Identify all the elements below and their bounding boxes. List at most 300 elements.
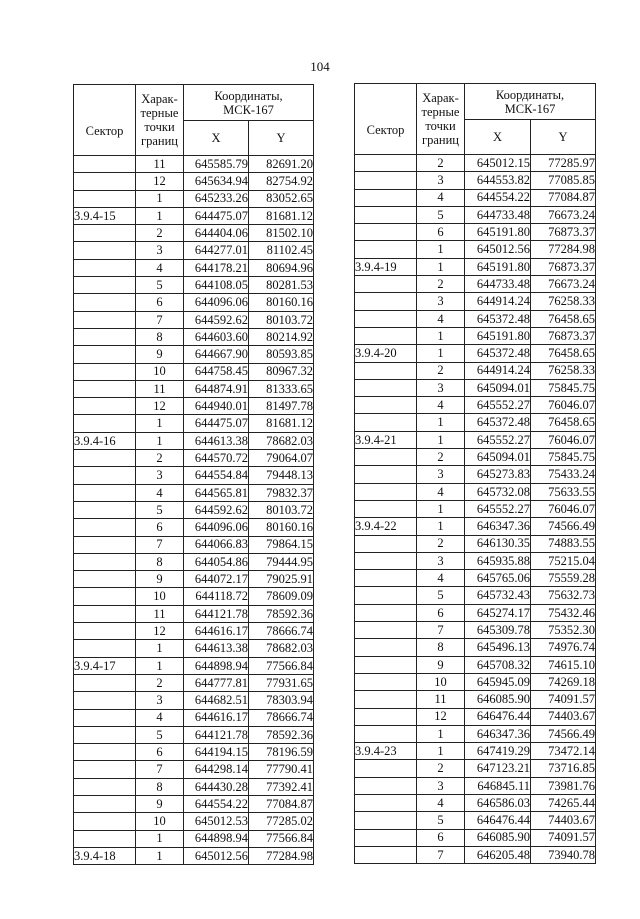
table-row — [74, 674, 314, 691]
header-coordinates: Координаты, МСК-167 — [465, 84, 596, 120]
x-coordinate-cell: 645372.48 — [465, 414, 531, 431]
table-row — [355, 224, 596, 241]
y-coordinate-cell: 74265.44 — [531, 794, 596, 811]
y-coordinate-cell: 78196.59 — [249, 744, 314, 761]
y-coordinate-cell: 76258.33 — [531, 293, 596, 310]
y-coordinate-cell: 81681.12 — [249, 415, 314, 432]
table-row — [355, 206, 596, 223]
sector-cell — [74, 450, 136, 467]
point-cell: 9 — [417, 656, 465, 673]
x-coordinate-cell: 645094.01 — [465, 449, 531, 466]
x-coordinate-cell: 644554.22 — [184, 795, 249, 812]
point-cell: 10 — [136, 588, 184, 605]
table-row — [355, 535, 596, 552]
table-row — [74, 207, 314, 224]
sector-cell — [355, 206, 417, 223]
table-row — [355, 293, 596, 310]
sector-cell — [74, 346, 136, 363]
y-coordinate-cell: 79025.91 — [249, 571, 314, 588]
sector-cell — [74, 484, 136, 501]
x-coordinate-cell: 644554.22 — [465, 189, 531, 206]
y-coordinate-cell: 76046.07 — [531, 500, 596, 517]
point-cell: 5 — [417, 812, 465, 829]
sector-cell — [355, 466, 417, 483]
x-coordinate-cell: 647419.29 — [465, 743, 531, 760]
table-row — [74, 726, 314, 743]
point-cell: 3 — [136, 692, 184, 709]
x-coordinate-cell: 644475.07 — [184, 207, 249, 224]
x-coordinate-cell: 644554.84 — [184, 467, 249, 484]
x-coordinate-cell: 645945.09 — [465, 673, 531, 690]
table-row — [74, 311, 314, 328]
y-coordinate-cell: 77284.98 — [249, 847, 314, 864]
x-coordinate-cell: 644054.86 — [184, 553, 249, 570]
x-coordinate-cell: 644682.51 — [184, 692, 249, 709]
x-coordinate-cell: 644777.81 — [184, 674, 249, 691]
table-row — [74, 588, 314, 605]
table-row — [355, 829, 596, 846]
point-cell: 1 — [136, 657, 184, 674]
point-cell: 11 — [136, 605, 184, 622]
y-coordinate-cell: 74566.49 — [531, 518, 596, 535]
y-coordinate-cell: 77392.41 — [249, 778, 314, 795]
x-coordinate-cell: 646476.44 — [465, 812, 531, 829]
point-cell: 8 — [136, 778, 184, 795]
x-coordinate-cell: 645372.48 — [465, 310, 531, 327]
table-row — [74, 501, 314, 518]
x-coordinate-cell: 644298.14 — [184, 761, 249, 778]
point-cell: 1 — [136, 207, 184, 224]
table-row — [355, 760, 596, 777]
y-coordinate-cell: 80694.96 — [249, 259, 314, 276]
x-coordinate-cell: 644121.78 — [184, 605, 249, 622]
y-coordinate-cell: 73472.14 — [531, 743, 596, 760]
x-coordinate-cell: 644613.38 — [184, 640, 249, 657]
y-coordinate-cell: 76046.07 — [531, 397, 596, 414]
y-coordinate-cell: 73981.76 — [531, 777, 596, 794]
table-row — [355, 587, 596, 604]
y-coordinate-cell: 82754.92 — [249, 173, 314, 190]
x-coordinate-cell: 644592.62 — [184, 501, 249, 518]
table-row — [355, 725, 596, 742]
point-cell: 7 — [136, 311, 184, 328]
y-coordinate-cell: 76458.65 — [531, 345, 596, 362]
table-row — [355, 327, 596, 344]
point-cell: 4 — [136, 484, 184, 501]
x-coordinate-cell: 645585.79 — [184, 156, 249, 173]
sector-cell — [355, 310, 417, 327]
table-row — [74, 623, 314, 640]
table-row — [355, 449, 596, 466]
x-coordinate-cell: 645012.53 — [184, 813, 249, 830]
point-cell: 12 — [417, 708, 465, 725]
y-coordinate-cell: 81102.45 — [249, 242, 314, 259]
x-coordinate-cell: 645496.13 — [465, 639, 531, 656]
table-row — [355, 518, 596, 535]
sector-cell — [74, 761, 136, 778]
table-row — [74, 190, 314, 207]
sector-cell — [74, 744, 136, 761]
x-coordinate-cell: 645309.78 — [465, 622, 531, 639]
x-coordinate-cell: 644616.17 — [184, 623, 249, 640]
point-cell: 8 — [417, 639, 465, 656]
sector-cell — [74, 311, 136, 328]
table-row — [74, 450, 314, 467]
table-row — [74, 657, 314, 674]
x-coordinate-cell: 644592.62 — [184, 311, 249, 328]
y-coordinate-cell: 76458.65 — [531, 414, 596, 431]
sector-cell — [74, 692, 136, 709]
y-coordinate-cell: 80103.72 — [249, 311, 314, 328]
sector-cell — [355, 639, 417, 656]
x-coordinate-cell: 646085.90 — [465, 691, 531, 708]
table-row — [74, 553, 314, 570]
y-coordinate-cell: 75845.75 — [531, 379, 596, 396]
sector-cell — [74, 519, 136, 536]
point-cell: 11 — [136, 156, 184, 173]
y-coordinate-cell: 76873.37 — [531, 224, 596, 241]
point-cell: 1 — [417, 241, 465, 258]
y-coordinate-cell: 75845.75 — [531, 449, 596, 466]
point-cell: 7 — [136, 761, 184, 778]
sector-cell: 3.9.4-22 — [355, 518, 417, 535]
x-coordinate-cell: 645012.56 — [465, 241, 531, 258]
sector-cell — [355, 155, 417, 172]
y-coordinate-cell: 77566.84 — [249, 657, 314, 674]
table-row — [74, 744, 314, 761]
sector-cell — [355, 622, 417, 639]
point-cell: 5 — [136, 726, 184, 743]
sector-cell — [355, 414, 417, 431]
table-row — [355, 276, 596, 293]
point-cell: 3 — [417, 293, 465, 310]
x-coordinate-cell: 644430.28 — [184, 778, 249, 795]
table-row — [355, 241, 596, 258]
table-row — [355, 483, 596, 500]
sector-cell — [355, 397, 417, 414]
point-cell: 8 — [136, 328, 184, 345]
y-coordinate-cell: 76673.24 — [531, 206, 596, 223]
y-coordinate-cell: 80593.85 — [249, 346, 314, 363]
header-x: X — [465, 120, 531, 155]
sector-cell — [74, 328, 136, 345]
table-row — [355, 846, 596, 863]
x-coordinate-cell: 644096.06 — [184, 519, 249, 536]
point-cell: 11 — [417, 691, 465, 708]
point-cell: 3 — [417, 379, 465, 396]
table-row — [74, 415, 314, 432]
y-coordinate-cell: 78592.36 — [249, 726, 314, 743]
point-cell: 1 — [136, 640, 184, 657]
y-coordinate-cell: 80103.72 — [249, 501, 314, 518]
y-coordinate-cell: 74091.57 — [531, 691, 596, 708]
table-row — [355, 397, 596, 414]
point-cell: 3 — [136, 242, 184, 259]
x-coordinate-cell: 646085.90 — [465, 829, 531, 846]
sector-cell — [74, 415, 136, 432]
header-sector: Сектор — [74, 85, 136, 156]
table-row — [355, 570, 596, 587]
x-coordinate-cell: 645732.43 — [465, 587, 531, 604]
x-coordinate-cell: 645191.80 — [465, 224, 531, 241]
x-coordinate-cell: 644914.24 — [465, 362, 531, 379]
y-coordinate-cell: 78609.09 — [249, 588, 314, 605]
sector-cell — [355, 379, 417, 396]
table-row — [355, 604, 596, 621]
x-coordinate-cell: 644733.48 — [465, 276, 531, 293]
point-cell: 5 — [417, 587, 465, 604]
table-row — [355, 656, 596, 673]
table-row — [74, 571, 314, 588]
point-cell: 6 — [417, 829, 465, 846]
point-cell: 3 — [136, 467, 184, 484]
x-coordinate-cell: 644475.07 — [184, 415, 249, 432]
y-coordinate-cell: 81497.78 — [249, 398, 314, 415]
point-cell: 7 — [136, 536, 184, 553]
sector-cell — [74, 588, 136, 605]
point-cell: 9 — [136, 795, 184, 812]
sector-cell — [74, 709, 136, 726]
table-row — [74, 432, 314, 449]
table-row — [355, 155, 596, 172]
y-coordinate-cell: 76873.37 — [531, 327, 596, 344]
sector-cell: 3.9.4-23 — [355, 743, 417, 760]
x-coordinate-cell: 644108.05 — [184, 277, 249, 294]
table-row — [355, 794, 596, 811]
y-coordinate-cell: 79064.07 — [249, 450, 314, 467]
sector-cell — [355, 656, 417, 673]
point-cell: 1 — [417, 743, 465, 760]
y-coordinate-cell: 78666.74 — [249, 709, 314, 726]
point-cell: 2 — [136, 450, 184, 467]
table-row — [74, 640, 314, 657]
point-cell: 9 — [136, 346, 184, 363]
x-coordinate-cell: 644613.38 — [184, 432, 249, 449]
sector-cell — [74, 553, 136, 570]
sector-cell — [355, 760, 417, 777]
x-coordinate-cell: 645732.08 — [465, 483, 531, 500]
sector-cell: 3.9.4-18 — [74, 847, 136, 864]
sector-cell — [74, 605, 136, 622]
point-cell: 4 — [417, 397, 465, 414]
sector-cell: 3.9.4-20 — [355, 345, 417, 362]
y-coordinate-cell: 74269.18 — [531, 673, 596, 690]
table-row — [74, 363, 314, 380]
point-cell: 2 — [417, 535, 465, 552]
x-coordinate-cell: 644553.82 — [465, 172, 531, 189]
table-row — [355, 552, 596, 569]
table-row — [74, 692, 314, 709]
table-row — [355, 466, 596, 483]
table-row — [355, 812, 596, 829]
y-coordinate-cell: 74403.67 — [531, 708, 596, 725]
y-coordinate-cell: 78682.03 — [249, 640, 314, 657]
point-cell: 3 — [417, 172, 465, 189]
sector-cell — [355, 224, 417, 241]
y-coordinate-cell: 83052.65 — [249, 190, 314, 207]
y-coordinate-cell: 80281.53 — [249, 277, 314, 294]
y-coordinate-cell: 78682.03 — [249, 432, 314, 449]
sector-cell — [355, 189, 417, 206]
point-cell: 7 — [417, 622, 465, 639]
x-coordinate-cell: 646476.44 — [465, 708, 531, 725]
x-coordinate-cell: 645273.83 — [465, 466, 531, 483]
y-coordinate-cell: 73716.85 — [531, 760, 596, 777]
x-coordinate-cell: 644603.60 — [184, 328, 249, 345]
y-coordinate-cell: 78303.94 — [249, 692, 314, 709]
table-row — [355, 708, 596, 725]
table-row — [74, 536, 314, 553]
y-coordinate-cell: 77285.02 — [249, 813, 314, 830]
x-coordinate-cell: 646130.35 — [465, 535, 531, 552]
table-row — [355, 379, 596, 396]
x-coordinate-cell: 645708.32 — [465, 656, 531, 673]
point-cell: 4 — [417, 483, 465, 500]
point-cell: 4 — [417, 794, 465, 811]
x-coordinate-cell: 644898.94 — [184, 657, 249, 674]
x-coordinate-cell: 646205.48 — [465, 846, 531, 863]
table-right-body — [355, 155, 596, 864]
point-cell: 2 — [417, 155, 465, 172]
sector-cell — [74, 173, 136, 190]
sector-cell — [74, 501, 136, 518]
y-coordinate-cell: 80160.16 — [249, 294, 314, 311]
x-coordinate-cell: 644733.48 — [465, 206, 531, 223]
y-coordinate-cell: 77084.87 — [531, 189, 596, 206]
table-left-body — [74, 156, 314, 865]
sector-cell — [74, 294, 136, 311]
x-coordinate-cell: 644758.45 — [184, 363, 249, 380]
x-coordinate-cell: 646845.11 — [465, 777, 531, 794]
point-cell: 2 — [136, 674, 184, 691]
sector-cell — [74, 156, 136, 173]
table-row — [355, 431, 596, 448]
table-row — [74, 380, 314, 397]
y-coordinate-cell: 75559.28 — [531, 570, 596, 587]
table-row — [355, 414, 596, 431]
sector-cell — [355, 691, 417, 708]
point-cell: 1 — [417, 500, 465, 517]
header-x: X — [184, 121, 249, 156]
x-coordinate-cell: 645094.01 — [465, 379, 531, 396]
point-cell: 4 — [136, 259, 184, 276]
point-cell: 6 — [136, 294, 184, 311]
sector-cell — [74, 674, 136, 691]
sector-cell — [355, 777, 417, 794]
y-coordinate-cell: 76258.33 — [531, 362, 596, 379]
sector-cell — [355, 483, 417, 500]
point-cell: 2 — [417, 276, 465, 293]
x-coordinate-cell: 644121.78 — [184, 726, 249, 743]
point-cell: 1 — [136, 190, 184, 207]
y-coordinate-cell: 80160.16 — [249, 519, 314, 536]
point-cell: 1 — [417, 725, 465, 742]
y-coordinate-cell: 76873.37 — [531, 258, 596, 275]
sector-cell — [355, 673, 417, 690]
x-coordinate-cell: 646347.36 — [465, 518, 531, 535]
point-cell: 5 — [136, 501, 184, 518]
y-coordinate-cell: 81681.12 — [249, 207, 314, 224]
y-coordinate-cell: 73940.78 — [531, 846, 596, 863]
sector-cell — [355, 725, 417, 742]
point-cell: 1 — [417, 518, 465, 535]
y-coordinate-cell: 74883.55 — [531, 535, 596, 552]
point-cell: 1 — [417, 327, 465, 344]
table-row — [355, 362, 596, 379]
table-row — [74, 398, 314, 415]
y-coordinate-cell: 74403.67 — [531, 812, 596, 829]
sector-cell: 3.9.4-16 — [74, 432, 136, 449]
sector-cell — [355, 570, 417, 587]
x-coordinate-cell: 647123.21 — [465, 760, 531, 777]
sector-cell — [355, 552, 417, 569]
y-coordinate-cell: 75632.73 — [531, 587, 596, 604]
x-coordinate-cell: 644194.15 — [184, 744, 249, 761]
point-cell: 11 — [136, 380, 184, 397]
y-coordinate-cell: 75432.46 — [531, 604, 596, 621]
x-coordinate-cell: 644898.94 — [184, 830, 249, 847]
point-cell: 1 — [417, 258, 465, 275]
header-y: Y — [531, 120, 596, 155]
header-sector: Сектор — [355, 84, 417, 155]
sector-cell — [355, 276, 417, 293]
x-coordinate-cell: 645552.27 — [465, 500, 531, 517]
table-row — [74, 225, 314, 242]
sector-cell — [355, 708, 417, 725]
point-cell: 3 — [417, 552, 465, 569]
header-coordinates: Координаты, МСК-167 — [184, 85, 314, 121]
table-row — [74, 605, 314, 622]
point-cell: 1 — [417, 431, 465, 448]
sector-cell: 3.9.4-17 — [74, 657, 136, 674]
y-coordinate-cell: 80214.92 — [249, 328, 314, 345]
y-coordinate-cell: 77285.97 — [531, 155, 596, 172]
x-coordinate-cell: 644277.01 — [184, 242, 249, 259]
point-cell: 1 — [417, 345, 465, 362]
sector-cell — [355, 362, 417, 379]
table-row — [355, 189, 596, 206]
point-cell: 12 — [136, 398, 184, 415]
y-coordinate-cell: 76673.24 — [531, 276, 596, 293]
y-coordinate-cell: 82691.20 — [249, 156, 314, 173]
page-number: 104 — [310, 59, 330, 74]
sector-cell — [355, 604, 417, 621]
y-coordinate-cell: 76458.65 — [531, 310, 596, 327]
point-cell: 5 — [136, 277, 184, 294]
table-row — [74, 242, 314, 259]
sector-cell — [355, 241, 417, 258]
sector-cell — [74, 380, 136, 397]
y-coordinate-cell: 80967.32 — [249, 363, 314, 380]
y-coordinate-cell: 81502.10 — [249, 225, 314, 242]
x-coordinate-cell: 645765.06 — [465, 570, 531, 587]
y-coordinate-cell: 77566.84 — [249, 830, 314, 847]
sector-cell: 3.9.4-15 — [74, 207, 136, 224]
x-coordinate-cell: 645634.94 — [184, 173, 249, 190]
x-coordinate-cell: 644096.06 — [184, 294, 249, 311]
x-coordinate-cell: 644940.01 — [184, 398, 249, 415]
coordinates-table-right — [354, 83, 596, 864]
sector-cell — [74, 571, 136, 588]
sector-cell — [355, 535, 417, 552]
y-coordinate-cell: 77284.98 — [531, 241, 596, 258]
sector-cell — [74, 190, 136, 207]
sector-cell — [355, 449, 417, 466]
sector-cell — [74, 640, 136, 657]
y-coordinate-cell: 81333.65 — [249, 380, 314, 397]
sector-cell — [74, 536, 136, 553]
point-cell: 4 — [417, 310, 465, 327]
